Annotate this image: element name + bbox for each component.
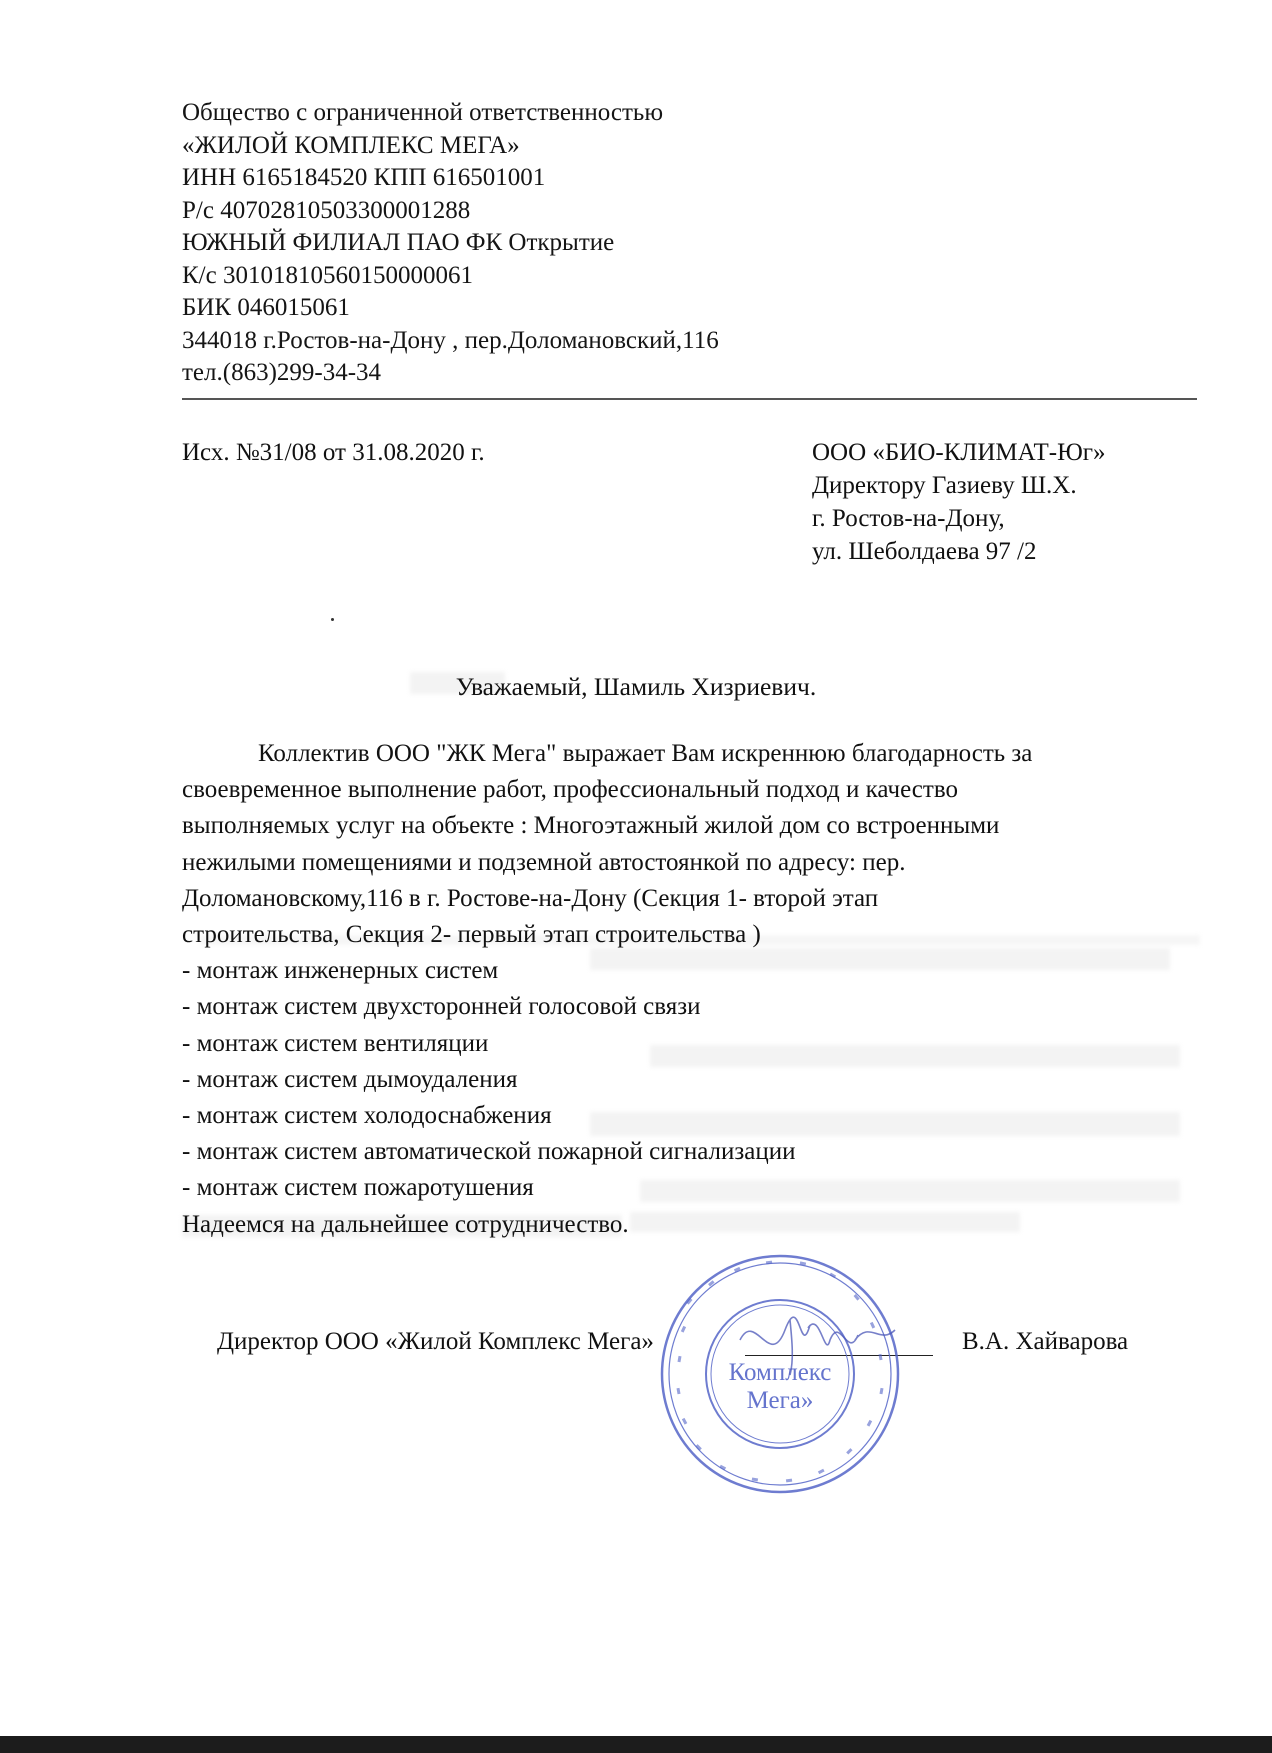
works-list-item: - монтаж систем дымоудаления bbox=[182, 1065, 518, 1093]
works-list-item: - монтаж инженерных систем bbox=[182, 957, 499, 985]
scan-speck bbox=[331, 618, 334, 621]
bank-name: ЮЖНЫЙ ФИЛИАЛ ПАО ФК Открытие bbox=[182, 229, 615, 256]
works-list-item: - монтаж систем холодоснабжения bbox=[182, 1102, 552, 1130]
signer-name: В.А. Хайварова bbox=[962, 1328, 1129, 1355]
letterhead-divider bbox=[182, 398, 1197, 400]
body-line: выполняемых услуг на объекте : Многоэтажный жилой дом со встроенными bbox=[182, 812, 1000, 840]
addressee-block bbox=[812, 436, 1106, 568]
addressee-street: ул. Шеболдаева 97 /2 bbox=[812, 538, 1037, 565]
letterhead bbox=[182, 97, 719, 390]
company-form: Общество с ограниченной ответственностью bbox=[182, 99, 663, 126]
settlement-account: Р/с 40702810503300001288 bbox=[182, 196, 471, 224]
works-list-item: - монтаж систем двухсторонней голосовой связи bbox=[182, 993, 701, 1021]
body-line: Коллектив ООО "ЖК Мега" выражает Вам искреннюю благодарность за bbox=[258, 740, 1033, 767]
letter-body bbox=[182, 736, 1182, 1243]
addressee-city: г. Ростов-на-Дону, bbox=[812, 505, 1005, 532]
company-address: 344018 г.Ростов-на-Дону , пер.Доломановский,116 bbox=[182, 326, 719, 354]
body-line: строительства, Секция 2- первый этап строительства ) bbox=[182, 921, 761, 949]
addressee-org: ООО «БИО-КЛИМАТ-Юг» bbox=[812, 439, 1106, 466]
body-line: нежилыми помещениями и подземной автостоянкой по адресу: пер. bbox=[182, 848, 906, 876]
company-name: «ЖИЛОЙ КОМПЛЕКС МЕГА» bbox=[182, 131, 520, 159]
outgoing-reference: Исх. №31/08 от 31.08.2020 г. bbox=[182, 439, 485, 466]
body-line: своевременное выполнение работ, профессиональный подход и качество bbox=[182, 776, 958, 804]
works-list-item: - монтаж систем автоматической пожарной сигнализации bbox=[182, 1138, 796, 1166]
inn-kpp: ИНН 6165184520 КПП 616501001 bbox=[182, 164, 546, 191]
scan-bottom-edge bbox=[0, 1736, 1272, 1753]
works-list-item: - монтаж систем пожаротушения bbox=[182, 1174, 534, 1202]
seal-text-line2: Мега» bbox=[746, 1387, 814, 1414]
signer-title: Директор ООО «Жилой Комплекс Мега» bbox=[217, 1328, 654, 1355]
salutation: Уважаемый, Шамиль Хизриевич. bbox=[455, 672, 817, 701]
company-phone: тел.(863)299-34-34 bbox=[182, 359, 382, 386]
works-list-item: - монтаж систем вентиляции bbox=[182, 1029, 489, 1057]
correspondent-account: К/с 30101810560150000061 bbox=[182, 261, 473, 289]
handwritten-signature bbox=[730, 1300, 930, 1390]
seal-text-line1: Комплекс bbox=[728, 1359, 832, 1386]
body-line: Доломановскому,116 в г. Ростове-на-Дону (Секция 1- второй этап bbox=[182, 884, 879, 912]
closing-line: Надеемся на дальнейшее сотрудничество. bbox=[182, 1210, 629, 1238]
bik: БИК 046015061 bbox=[182, 294, 350, 321]
addressee-person: Директору Газиеву Ш.Х. bbox=[812, 472, 1077, 499]
